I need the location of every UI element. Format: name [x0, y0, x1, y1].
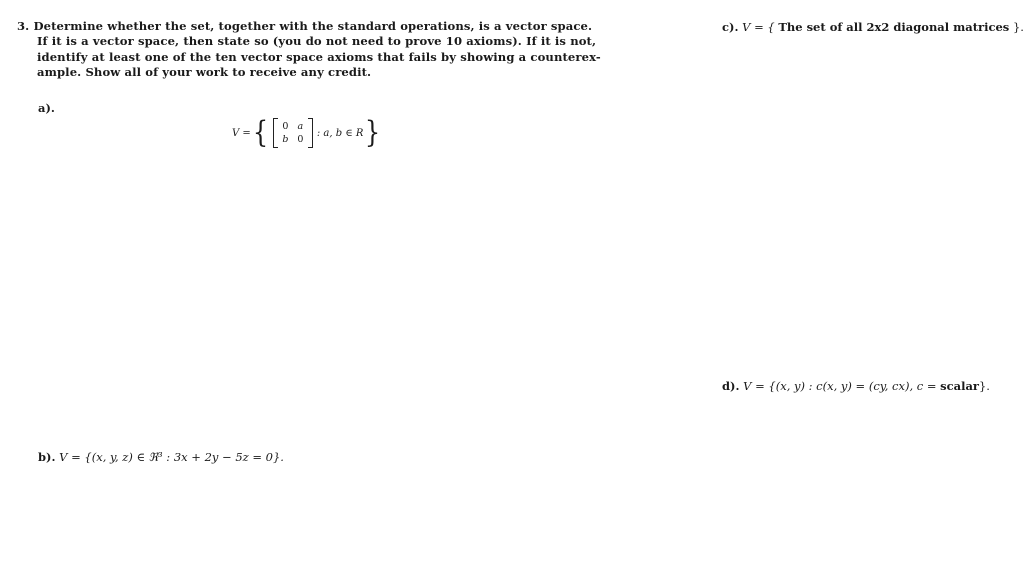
problem-line-1 [17, 19, 593, 34]
part-c-description: The set of all 2x2 diagonal matrices [778, 20, 1010, 34]
problem-text-3: identify at least one of the ten vector space axioms that fails by showing a counterex- [37, 49, 601, 64]
part-d-scalar-word: scalar [940, 379, 979, 393]
part-a-close-brace: } [365, 115, 381, 150]
part-a-condition: : a, b ∈ R [316, 127, 364, 139]
part-c-label: c). [722, 20, 739, 34]
problem-number: 3. [17, 19, 30, 33]
part-c-suffix: }. [1012, 20, 1024, 34]
part-b [38, 450, 284, 464]
part-d [722, 379, 990, 393]
problem-line-3 [17, 49, 601, 65]
part-d-label: d). [722, 379, 740, 393]
part-c [722, 20, 1024, 34]
part-a-matrix [273, 120, 313, 146]
part-d-suffix: }. [978, 379, 990, 393]
part-a-set-definition [232, 113, 383, 153]
matrix-entry-11: 0 [282, 121, 289, 132]
matrix-entry-22: 0 [297, 134, 304, 145]
part-c-prefix: V = { [742, 20, 775, 34]
matrix-entry-12: a [297, 121, 304, 132]
part-d-expression: V = {(x, y) : c(x, y) = (cy, cx), c = [743, 379, 941, 393]
part-a-label: a). [38, 101, 55, 115]
problem-text-2: If it is a vector space, then state so (you do not need to prove 10 axioms). If it is not, [37, 34, 597, 49]
part-a-set-prefix: V = [232, 127, 251, 139]
problem-line-2 [17, 34, 597, 49]
part-a-open-brace: { [252, 115, 268, 150]
problem-line-4 [17, 65, 587, 80]
part-b-expression: V = {(x, y, z) ∈ ℜ³ : 3x + 2y − 5z = 0}. [59, 450, 284, 464]
problem-text-4: ample. Show all of your work to receive any credit. [37, 65, 372, 80]
problem-statement [17, 19, 601, 81]
part-b-label: b). [38, 450, 56, 464]
problem-text-1: Determine whether the set, together with the standard operations, is a vector space. [33, 19, 593, 33]
matrix-entry-21: b [282, 134, 289, 145]
